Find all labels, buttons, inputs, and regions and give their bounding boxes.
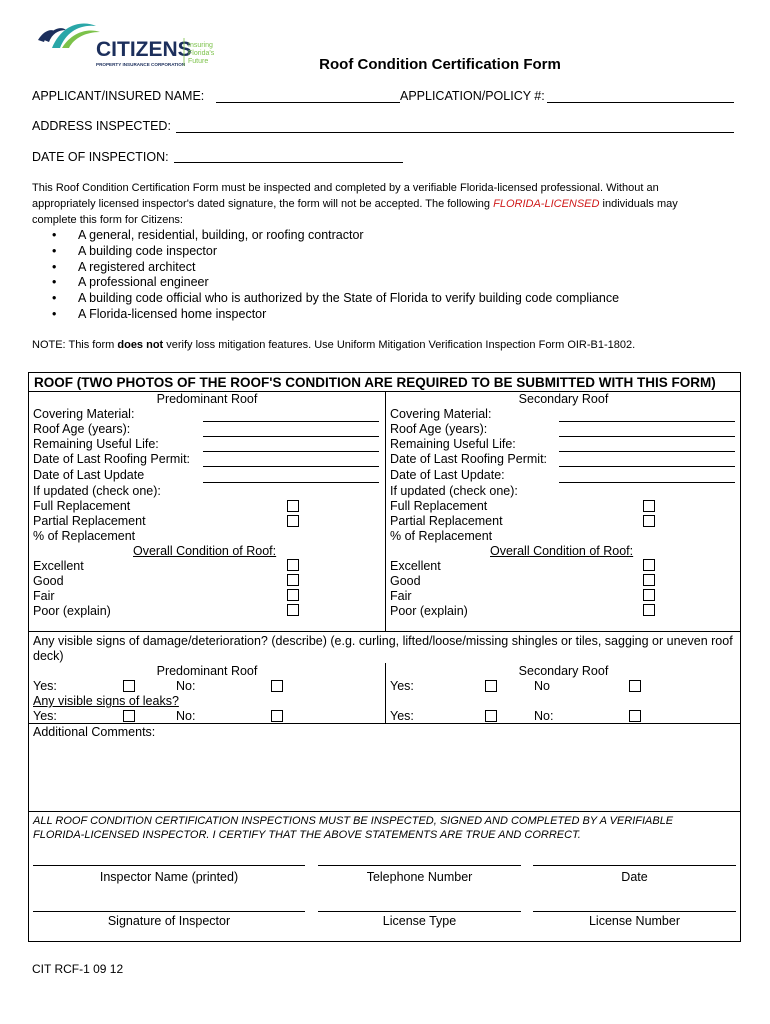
right-good-checkbox[interactable] — [643, 574, 655, 586]
telephone-label: Telephone Number — [366, 870, 473, 884]
license-number-label: License Number — [588, 914, 680, 928]
inspector-name-label: Inspector Name (printed) — [99, 870, 239, 884]
intro-paragraph — [32, 180, 722, 228]
divider — [29, 811, 740, 812]
left-age-field[interactable] — [203, 436, 379, 437]
leaks-right-no-checkbox[interactable] — [629, 710, 641, 722]
damage-right-no-label: No — [534, 679, 550, 693]
intro-text-2: individuals may complete this form for Citizens: — [32, 198, 678, 226]
predominant-roof-heading: Predominant Roof — [156, 392, 258, 406]
left-excellent-label: Excellent — [33, 559, 84, 573]
logo-brand: CITIZENS — [96, 38, 192, 61]
leaks-left-yes-label: Yes: — [33, 709, 57, 723]
right-poor-checkbox[interactable] — [643, 604, 655, 616]
left-partial-label: Partial Replacement — [33, 514, 146, 528]
divider — [29, 631, 740, 632]
list-item: • A building code official who is authorized by the State of Florida to verify building code compliance — [52, 291, 619, 307]
right-full-label: Full Replacement — [390, 499, 488, 513]
list-item: • A Florida-licensed home inspector — [52, 307, 619, 323]
left-full-label: Full Replacement — [33, 499, 131, 513]
right-excellent-checkbox[interactable] — [643, 559, 655, 571]
left-update-label: Date of Last Update — [33, 468, 145, 482]
right-fair-checkbox[interactable] — [643, 589, 655, 601]
comments-area[interactable] — [31, 741, 739, 809]
date-field[interactable] — [533, 865, 736, 866]
damage-right-no-checkbox[interactable] — [629, 680, 641, 692]
comments-label: Additional Comments: — [33, 725, 156, 739]
policy-number-field[interactable] — [547, 102, 734, 103]
license-type-label: License Type — [382, 914, 457, 928]
right-full-checkbox[interactable] — [643, 500, 655, 512]
right-life-label: Remaining Useful Life: — [390, 437, 516, 451]
leaks-left-no-label: No: — [176, 709, 196, 723]
right-if-updated-label: If updated (check one): — [390, 484, 518, 498]
applicant-name-field[interactable] — [216, 102, 400, 103]
license-number-field[interactable] — [533, 911, 736, 912]
inspection-date-field[interactable] — [174, 162, 403, 163]
secondary-roof-heading: Secondary Roof — [518, 392, 609, 406]
damage-right-yes-checkbox[interactable] — [485, 680, 497, 692]
applicant-label: APPLICANT/INSURED NAME: — [32, 89, 205, 103]
left-update-field[interactable] — [203, 482, 379, 483]
left-good-checkbox[interactable] — [287, 574, 299, 586]
right-covering-label: Covering Material: — [390, 407, 492, 421]
list-item: • A building code inspector — [52, 244, 619, 260]
roof-section-title: ROOF (TWO PHOTOS OF THE ROOF'S CONDITION ARE REQUIRED TO BE SUBMITTED WITH THIS FORM) — [34, 375, 716, 390]
left-if-updated-label: If updated (check one): — [33, 484, 161, 498]
form-title: Roof Condition Certification Form — [319, 56, 561, 73]
damage-predominant-heading: Predominant Roof — [156, 664, 258, 678]
damage-left-no-checkbox[interactable] — [271, 680, 283, 692]
right-age-label: Roof Age (years): — [390, 422, 488, 436]
note-bold: does not — [117, 339, 164, 351]
damage-secondary-heading: Secondary Roof — [518, 664, 609, 678]
leaks-question — [33, 694, 179, 709]
right-permit-label: Date of Last Roofing Permit: — [390, 452, 548, 466]
leaks-left-no-checkbox[interactable] — [271, 710, 283, 722]
damage-left-yes-checkbox[interactable] — [123, 680, 135, 692]
left-covering-label: Covering Material: — [33, 407, 135, 421]
note — [32, 339, 635, 351]
right-age-field[interactable] — [559, 436, 735, 437]
right-poor-label: Poor (explain) — [390, 604, 468, 618]
damage-right-yes-label: Yes: — [390, 679, 414, 693]
left-age-label: Roof Age (years): — [33, 422, 131, 436]
damage-left-yes-label: Yes: — [33, 679, 57, 693]
right-overall-text: Overall Condition of Roof: — [490, 544, 634, 558]
right-pct-label: % of Replacement — [390, 529, 493, 543]
signature-label: Signature of Inspector — [107, 914, 231, 928]
left-life-field[interactable] — [203, 451, 379, 452]
logo-sub: PROPERTY INSURANCE CORPORATION — [96, 62, 186, 67]
telephone-field[interactable] — [318, 865, 521, 866]
intro-text-1: This Roof Condition Certification Form must be inspected and completed by a verifiable Florida-licensed professional. Without an appropriately licensed inspector's dated signature, the form will not be accepted. The following — [32, 182, 659, 210]
right-overall-label — [490, 544, 633, 559]
right-good-label: Good — [390, 574, 421, 588]
address-field[interactable] — [176, 132, 734, 133]
right-partial-checkbox[interactable] — [643, 515, 655, 527]
leaks-question-text: Any visible signs of leaks? — [33, 694, 179, 708]
left-overall-text: Overall Condition of Roof: — [133, 544, 277, 558]
note-prefix: NOTE: This form — [32, 339, 118, 351]
left-fair-checkbox[interactable] — [287, 589, 299, 601]
left-poor-label: Poor (explain) — [33, 604, 111, 618]
right-permit-field[interactable] — [559, 466, 735, 467]
policy-label: APPLICATION/POLICY #: — [400, 89, 545, 103]
leaks-left-yes-checkbox[interactable] — [123, 710, 135, 722]
right-update-label: Date of Last Update: — [390, 468, 505, 482]
signature-field[interactable] — [33, 911, 305, 912]
left-good-label: Good — [33, 574, 64, 588]
certification-statement: ALL ROOF CONDITION CERTIFICATION INSPECTIONS MUST BE INSPECTED, SIGNED AND COMPLETED BY A VERIFIABLE FLORIDA-LICENSED INSPECTOR. I CERTIFY THAT THE ABOVE STATEMENTS ARE TRUE AND CORRECT. — [33, 815, 674, 841]
right-partial-label: Partial Replacement — [390, 514, 503, 528]
leaks-right-yes-checkbox[interactable] — [485, 710, 497, 722]
right-fair-label: Fair — [390, 589, 412, 603]
leaks-right-no-label: No: — [534, 709, 554, 723]
list-item: • A registered architect — [52, 260, 619, 276]
logo-tagline-3: Future — [188, 58, 209, 65]
left-poor-checkbox[interactable] — [287, 604, 299, 616]
divider — [29, 723, 740, 724]
left-overall-label — [133, 544, 276, 559]
intro-highlight: FLORIDA-LICENSED — [493, 198, 600, 210]
damage-question: Any visible signs of damage/deterioration? (describe) (e.g. curling, lifted/loose/missing shingles or tiles, sagging or uneven roof deck) — [33, 634, 733, 663]
left-covering-field[interactable] — [203, 421, 379, 422]
logo-tagline-1: Insuring — [188, 42, 213, 49]
form-code: CIT RCF-1 09 12 — [32, 962, 124, 976]
eligible-list — [52, 228, 619, 323]
inspection-date-label: DATE OF INSPECTION: — [32, 150, 169, 164]
divider — [385, 391, 386, 631]
left-full-checkbox[interactable] — [287, 500, 299, 512]
address-label: ADDRESS INSPECTED: — [32, 119, 171, 133]
list-item: • A general, residential, building, or roofing contractor — [52, 228, 619, 244]
left-permit-field[interactable] — [203, 466, 379, 467]
left-fair-label: Fair — [33, 589, 55, 603]
roof-section — [28, 372, 741, 942]
left-excellent-checkbox[interactable] — [287, 559, 299, 571]
left-pct-label: % of Replacement — [33, 529, 136, 543]
right-covering-field[interactable] — [559, 421, 735, 422]
left-life-label: Remaining Useful Life: — [33, 437, 159, 451]
list-item: • A professional engineer — [52, 275, 619, 291]
leaks-right-yes-label: Yes: — [390, 709, 414, 723]
left-permit-label: Date of Last Roofing Permit: — [33, 452, 191, 466]
note-suffix: verify loss mitigation features. Use Uniform Mitigation Verification Inspection Form OIR-B1-1802. — [163, 339, 636, 351]
right-excellent-label: Excellent — [390, 559, 441, 573]
damage-left-no-label: No: — [176, 679, 196, 693]
right-life-field[interactable] — [559, 451, 735, 452]
license-type-field[interactable] — [318, 911, 521, 912]
inspector-name-field[interactable] — [33, 865, 305, 866]
date-label: Date — [621, 870, 648, 884]
left-partial-checkbox[interactable] — [287, 515, 299, 527]
right-update-field[interactable] — [559, 482, 735, 483]
logo-tagline-2: Florida's — [188, 50, 215, 57]
